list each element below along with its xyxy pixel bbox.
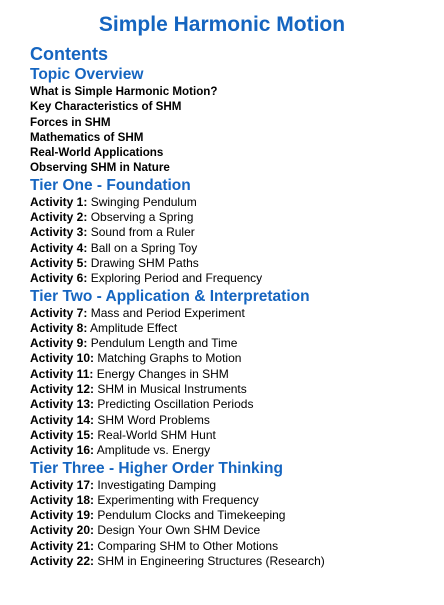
activity-label: Activity 22:: [30, 554, 95, 569]
toc-entry-real-world-applications[interactable]: Real-World Applications: [30, 146, 164, 160]
activity-title: Amplitude Effect: [90, 320, 178, 335]
activity-label: Activity 16:: [30, 443, 95, 458]
toc-entry-activity-14[interactable]: [30, 413, 444, 428]
activity-label: Activity 2:: [30, 210, 88, 225]
topic-overview-heading: Topic Overview: [30, 66, 144, 83]
activity-label: Activity 13:: [30, 397, 95, 412]
toc-entry-activity-19[interactable]: [30, 508, 444, 523]
activity-label: Activity 21:: [30, 538, 95, 553]
activity-title: SHM in Musical Instruments: [97, 382, 247, 397]
topic-overview-section: [30, 65, 444, 176]
toc-entry-activity-2[interactable]: [30, 210, 444, 225]
toc-entry-activity-11[interactable]: [30, 367, 444, 382]
tier-two-list: [30, 306, 444, 459]
activity-label: Activity 10:: [30, 351, 95, 366]
activity-label: Activity 14:: [30, 412, 95, 427]
activity-title: Comparing SHM to Other Motions: [97, 538, 279, 553]
activity-title: SHM Word Problems: [97, 412, 210, 427]
toc-entry-activity-1[interactable]: [30, 195, 444, 210]
activity-label: Activity 5:: [30, 255, 88, 270]
activity-label: Activity 3:: [30, 225, 88, 240]
activity-label: Activity 8:: [30, 320, 88, 335]
activity-label: Activity 9:: [30, 336, 88, 351]
activity-label: Activity 12:: [30, 382, 95, 397]
toc-entry-activity-8[interactable]: [30, 321, 444, 336]
toc-entry-activity-6[interactable]: [30, 271, 444, 286]
activity-title: Amplitude vs. Energy: [96, 443, 211, 458]
document-title: Simple Harmonic Motion: [98, 13, 346, 36]
activity-title: Swinging Pendulum: [90, 194, 197, 209]
activity-title: Experimenting with Frequency: [97, 492, 259, 507]
activity-title: Pendulum Clocks and Timekeeping: [97, 508, 286, 523]
activity-title: Energy Changes in SHM: [96, 366, 229, 381]
activity-title: Sound from a Ruler: [90, 225, 195, 240]
tier-three-section: [30, 459, 444, 570]
activity-title: Observing a Spring: [90, 210, 194, 225]
tier-one-heading: Tier One - Foundation: [30, 176, 191, 194]
activity-title: Mass and Period Experiment: [90, 305, 245, 320]
toc-entry-activity-22[interactable]: [30, 554, 444, 569]
toc-entry-activity-10[interactable]: [30, 351, 444, 366]
activity-label: Activity 15:: [30, 427, 95, 442]
activity-title: Drawing SHM Paths: [90, 255, 199, 270]
toc-entry-observing-nature[interactable]: Observing SHM in Nature: [30, 161, 170, 175]
activity-title: SHM in Engineering Structures (Research): [97, 554, 325, 569]
toc-entry-activity-9[interactable]: [30, 336, 444, 351]
activity-label: Activity 18:: [30, 492, 95, 507]
activity-label: Activity 6:: [30, 271, 88, 286]
activity-title: Pendulum Length and Time: [90, 336, 238, 351]
activity-label: Activity 19:: [30, 508, 95, 523]
activity-title: Ball on a Spring Toy: [90, 240, 198, 255]
toc-entry-activity-5[interactable]: [30, 256, 444, 271]
tier-two-section: [30, 287, 444, 459]
activity-title: Predicting Oscillation Periods: [97, 397, 254, 412]
tier-three-list: [30, 478, 444, 570]
activity-label: Activity 17:: [30, 477, 95, 492]
toc-entry-activity-7[interactable]: [30, 306, 444, 321]
contents-heading: Contents: [30, 44, 108, 64]
toc-entry-forces[interactable]: Forces in SHM: [30, 115, 111, 129]
toc-entry-key-characteristics[interactable]: Key Characteristics of SHM: [30, 100, 182, 114]
tier-one-section: [30, 176, 444, 287]
toc-entry-activity-3[interactable]: [30, 225, 444, 240]
topic-overview-list: [30, 84, 444, 176]
toc-entry-mathematics[interactable]: Mathematics of SHM: [30, 130, 144, 144]
toc-entry-activity-16[interactable]: [30, 443, 444, 458]
activity-title: Matching Graphs to Motion: [97, 351, 242, 366]
toc-entry-activity-18[interactable]: [30, 493, 444, 508]
toc-entry-what-is-shm[interactable]: What is Simple Harmonic Motion?: [30, 85, 218, 98]
toc-entry-activity-15[interactable]: [30, 428, 444, 443]
toc-entry-activity-12[interactable]: [30, 382, 444, 397]
toc-entry-activity-17[interactable]: [30, 478, 444, 493]
activity-title: Investigating Damping: [97, 477, 217, 492]
activity-title: Real-World SHM Hunt: [97, 427, 216, 442]
toc-entry-activity-13[interactable]: [30, 397, 444, 412]
tier-three-heading: Tier Three - Higher Order Thinking: [30, 459, 283, 477]
toc-entry-activity-4[interactable]: [30, 241, 444, 256]
activity-label: Activity 20:: [30, 523, 95, 538]
tier-two-heading: Tier Two - Application & Interpretation: [30, 287, 310, 305]
activity-label: Activity 4:: [30, 240, 88, 255]
toc-entry-activity-20[interactable]: [30, 523, 444, 538]
activity-label: Activity 1:: [30, 194, 88, 209]
activity-title: Exploring Period and Frequency: [90, 271, 263, 286]
activity-title: Design Your Own SHM Device: [97, 523, 261, 538]
toc-entry-activity-21[interactable]: [30, 539, 444, 554]
activity-label: Activity 7:: [30, 305, 88, 320]
tier-one-list: [30, 195, 444, 287]
activity-label: Activity 11:: [30, 366, 94, 381]
